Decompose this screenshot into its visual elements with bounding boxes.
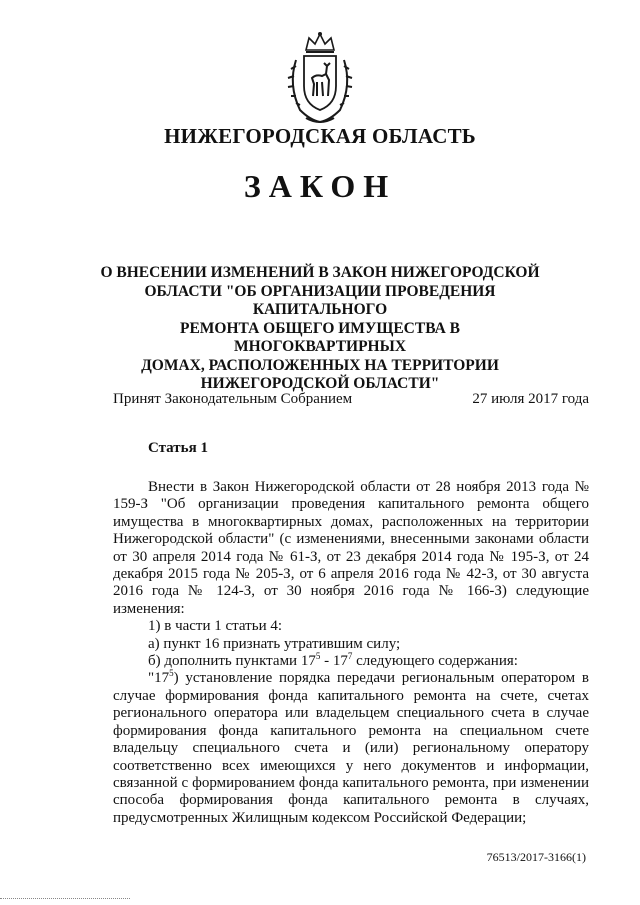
document-type: ЗАКОН — [243, 168, 397, 204]
list-item: а) пункт 16 признать утратившим силу; — [148, 635, 401, 652]
superscript: 5 — [315, 651, 321, 662]
title-line: РЕМОНТА ОБЩЕГО ИМУЩЕСТВА В МНОГОКВАРТИРНЫХ — [180, 319, 460, 355]
clause-text: ) установление порядка передачи региональным оператором в случае формирования фонда капитального ремонта на счете, счетах регионального оператора или владельцем специального счета в случае формирования фонда капитального ремонта на специальном счете владельцу специального счета и (или) региональному оператору соответственно всех имеющихся у него документов и информации, связанной с формированием фонда капитального ремонта, при изменении способа формирования фонда капитального ремонта в случаях, предусмотренных Жилищным кодексом Российской Федерации; — [113, 670, 589, 826]
quoted-clause — [113, 670, 589, 827]
scan-edge-line — [0, 898, 130, 900]
adoption-line — [113, 391, 589, 408]
title-line: ОБЛАСТИ "ОБ ОРГАНИЗАЦИИ ПРОВЕДЕНИЯ КАПИТАЛЬНОГО — [144, 282, 496, 318]
document-number: 76513/2017-3166(1) — [486, 850, 586, 864]
adoption-label: Принят Законодательным Собранием — [113, 391, 353, 407]
item-text: б) дополнить пунктами 17 — [148, 653, 316, 670]
title-line: НИЖЕГОРОДСКОЙ ОБЛАСТИ" — [200, 375, 440, 392]
region-name: НИЖЕГОРОДСКАЯ ОБЛАСТЬ — [164, 124, 476, 148]
title-line: О ВНЕСЕНИИ ИЗМЕНЕНИЙ В ЗАКОН НИЖЕГОРОДСКОЙ — [100, 264, 540, 281]
item-text: следующего содержания: — [352, 653, 518, 670]
list-item: 1) в части 1 статьи 4: — [148, 618, 283, 635]
superscript: 7 — [347, 651, 353, 662]
clause-number: "17 — [148, 670, 170, 687]
law-title — [100, 264, 540, 394]
list-item — [113, 653, 589, 670]
article-intro: Внести в Закон Нижегородской области от 28 ноября 2013 года № 159-З "Об организации проведения капитального ремонта общего имущества в многоквартирных домах, расположенных на территории Нижегородской области" (с изменениями, внесенными законами области от 30 апреля 2014 года № 61-З, от 23 декабря 2014 года № 195-З, от 24 декабря 2015 года № 205-З, от 6 апреля 2016 года № 42-З, от 30 августа 2016 года № 124-З, от 30 ноября 2016 года № 166-З) следующие изменения: — [113, 479, 589, 617]
article-heading: Статья 1 — [148, 440, 208, 456]
title-line: ДОМАХ, РАСПОЛОЖЕННЫХ НА ТЕРРИТОРИИ — [141, 356, 499, 374]
article-body — [113, 479, 589, 827]
coat-of-arms-icon — [282, 30, 358, 126]
item-text: - 17 — [320, 653, 348, 670]
superscript: 5 — [169, 668, 174, 679]
adoption-date: 27 июля 2017 года — [472, 391, 589, 407]
